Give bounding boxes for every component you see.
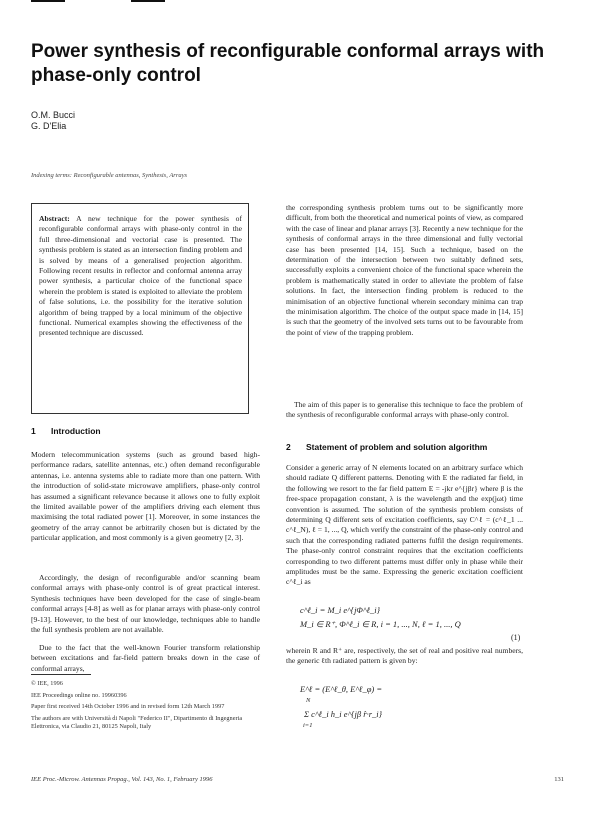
section-2-number: 2 [286,442,291,452]
top-rule-right [131,0,165,2]
section-1-number: 1 [31,426,36,436]
paper-title: Power synthesis of reconfigurable conformal arrays with phase-only control [31,41,545,86]
equation-2-sum-top: N [306,697,311,704]
page-number: 131 [554,776,564,783]
section-2-paragraph: Consider a generic array of N elements located on an arbitrary surface which should radiate Q different patterns. Denoting with E the radiated far field, in the following we resort to the far field pattern E = -jkr e^{jβr} where β is the free-space propagation constant, λ is the wavelength and the exp(jωt) time convention is assumed. The solution of the synthesis problem consists of determining Q different sets of excitation coefficients, say C^ℓ = (c^ℓ_1 ... c^ℓ_N), ℓ = 1, ..., Q, which verify the constraint of the phase-only control and such that the corresponding radiated patterns fulfil the design requirements. The phase-only control constraint requires that the excitation coefficients corresponding to two different patterns must differ only in phase while their amplitudes must be the same. Expressing the generic excitation coefficient c^ℓ_i as [286,463,523,587]
author-2: G. D'Elia [31,121,67,131]
page-footer [31,776,564,783]
equation-1-number: (1) [511,633,521,642]
footnote [31,680,263,735]
footnote-rule [31,674,91,675]
section-2-after-equation: wherein R and R⁺ are, respectively, the set of real and positive real numbers, the generic ℓth radiated pattern is given by: [286,646,523,666]
section-2-heading [286,442,487,452]
footnote-copyright: © IEE, 1996 [31,680,63,687]
abstract-text: A new technique for the power synthesis of reconfigurable conformal arrays with phase-only control in the full three-dimensional and vectorial case is presented. The synthesis problem is stated as an intersection finding problem and is solved by means of a generalised projection algorithm. Following recent results in reflector and conformal antenna array power synthesis, a particular choice of the functional space wherein the problem is stated is exploited to alleviate the problem of false solutions, i.e. the possibility for the iterative solution algorithm of being trapped by a local minimum of the objective functional. Numerical examples showing the effectiveness of the presented technique are discussed. [39,214,242,338]
intro-paragraph-1: Modern telecommunication systems (such as ground based high-performance radars, satellite antennas, etc.) often demand reconfigurable antennas, i.e. antenna systems able to radiate more than one pattern. With the introduction of solid-state microwave amplifiers, phase-only control has assumed a significant relevance because it allows one to fully exploit the limited available power of the amplifiers driving each element thus maximising the total radiated power [1]. Moreover, in some instances the geometry of the array cannot be arbitrarily chosen but is dictated by the particular application, and most commonly is a given geometry [2, 3]. [31,450,260,543]
equation-2-sum-bottom: i=1 [303,722,313,729]
footnote-received: Paper first received 14th October 1996 and in revised form 12th March 1997 [31,703,225,711]
footnote-online-no: IEE Proceedings online no. 19960396 [31,691,127,699]
authors [31,110,75,132]
col2-paragraph-1: the corresponding synthesis problem turns out to be significantly more difficult, from both the theoretical and numerical points of view, as compared with the case of linear and planar arrays [3]. Recently a new technique for the synthesis of conformal arrays in the three dimensional and fully vectorial case has been presented [14, 15]. Such a technique, based on the determination of the intersection between two suitably defined sets, successfully exploits a convenient choice of the functional space wherein the problem is mathematically stated in order to alleviate the problem of false solutions. In fact, the intersection finding problem is reduced to the minimisation of an objective functional wherein secondary minima can trap the minimisation algorithm. The choice of the output space made in [14, 15] is such that the geometry of the involved sets turns out to be favourable from the point of view of the trapping problem. [286,203,523,337]
equation-1-line-2: M_i ∈ R⁺, Φ^ℓ_i ∈ R, i = 1, ..., N, ℓ = 1, ..., Q [300,619,461,629]
abstract-label: Abstract: [39,214,70,223]
equation-1-line-1: c^ℓ_i = M_i e^{jΦ^ℓ_i} [300,605,381,615]
equation-2-line-2: Σ c^ℓ_i h_i e^{jβ r̂·r_i} [304,709,383,719]
top-rule-left [31,0,65,2]
intro-paragraph-2: Accordingly, the design of reconfigurable and/or scanning beam conformal arrays with phase-only control is of great practical interest. Synthesis techniques have been developed for the case of single-beam conformal arrays [4-8] as well as for planar arrays with phase-only control [9-13]. However, to the best of our knowledge, techniques able to handle the full synthesis problem are not available. [31,573,260,635]
indexing-terms: Indexing terms: Reconfigurable antennas, Synthesis, Arrays [31,172,188,179]
section-1-heading [31,426,101,436]
intro-paragraph-3: Due to the fact that the well-known Fourier transform relationship between excitations and far-field pattern breaks down in the case of conformal arrays, [31,643,260,673]
section-2-title: Statement of problem and solution algorithm [306,442,488,452]
author-1: O.M. Bucci [31,110,76,120]
col2-paragraph-2: The aim of this paper is to generalise this technique to face the problem of the synthesis of reconfigurable conformal arrays with phase-only control. [286,400,523,420]
journal-citation: IEE Proc.-Microw. Antennas Propag., Vol. 143, No. 1, February 1996 [31,776,213,783]
abstract [39,214,242,339]
footnote-affiliation: The authors are with Università di Napoli "Federico II", Dipartimento di Ingegneria Elettronica, via Claudio 21, 80125 Napoli, Italy [31,714,243,731]
equation-2-line-1: E^ℓ = (E^ℓ_θ, E^ℓ_φ) = [300,684,383,694]
section-1-title: Introduction [51,426,101,436]
